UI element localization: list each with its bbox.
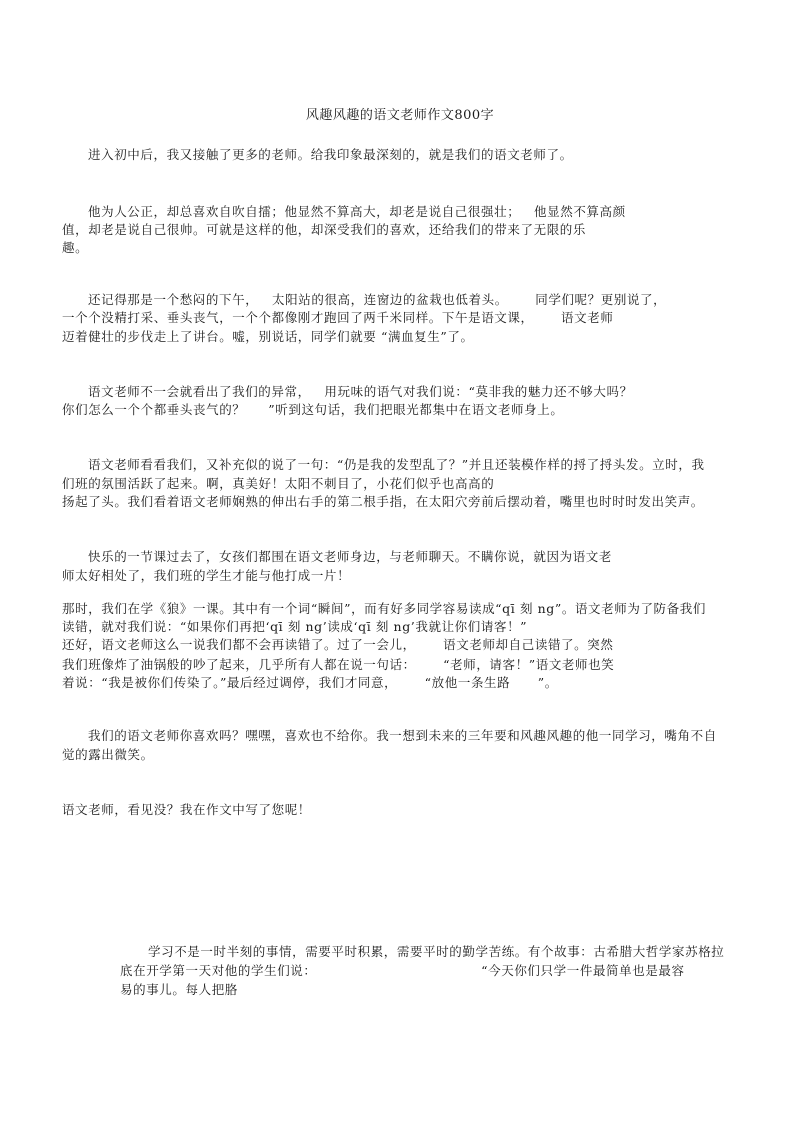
text-line: 师太好相处了，我们班的学生才能与他打成一片！	[62, 568, 351, 583]
text-line: 底在开学第一天对他的学生们说： “今天你们只学一件最简单也是最容	[120, 963, 685, 978]
text-line: 快乐的一节课过去了，女孩们都围在语文老师身边，与老师聊天。不瞒你说，就因为语文老	[88, 549, 613, 564]
text-line: 读错，就对我们说：“如果你们再把‘qī 刻 ng’读成‘qī 刻 ng’我就让你们请客！”	[62, 619, 528, 634]
text-line: 趣。	[62, 240, 89, 255]
text-line: 进入初中后，我又接触了更多的老师。给我印象最深刻的，就是我们的语文老师了。	[88, 147, 573, 162]
text-line: 你们怎么一个个都垂头丧气的？ ”听到这句话，我们把眼光都集中在语文老师身上。	[62, 402, 564, 417]
text-line: 们班的氛围活跃了起来。啊，真美好！太阳不刺目了，小花们似乎也高高的	[62, 476, 495, 491]
text-line: 还记得那是一个愁闷的下午， 太阳站的很高，连窗边的盆栽也低着头。 同学们呢？更别说了，	[88, 292, 667, 307]
text-line: 那时，我们在学《狼》一课。其中有一个词“瞬间”，而有好多同学容易读成“qī 刻 ng”。语文老师为了防备我们	[62, 601, 706, 616]
text-line: 他为人公正，却总喜欢自吹自擂；他显然不算高大，却老是说自己很强壮； 他显然不算高颜	[88, 204, 626, 219]
text-line: 语文老师，看见没？我在作文中写了您呢！	[62, 802, 311, 817]
text-line: 觉的露出微笑。	[62, 747, 154, 762]
text-line: 语文老师看看我们，又补充似的说了一句：“仍是我的发型乱了？”并且还装模作样的捋了捋头发。立时，我	[88, 457, 705, 472]
text-line: 易的事儿。每人把胳	[120, 982, 238, 997]
text-line: 还好，语文老师这么一说我们都不会再读错了。过了一会儿， 语文老师却自己读错了。突然	[62, 637, 614, 652]
text-line: 值，却老是说自己很帅。可就是这样的他，却深受我们的喜欢，还给我们的带来了无限的乐	[62, 222, 587, 237]
text-line: 学习不是一时半刻的事情，需要平时积累，需要平时的勤学苦练。有个故事：古希腊大哲学家苏格拉	[148, 944, 725, 959]
document-title: 风趣风趣的语文老师作文800字	[305, 108, 495, 123]
text-line: 我们班像炸了油锅般的吵了起来，几乎所有人都在说一句话： “老师，请客！”语文老师也笑	[62, 657, 615, 672]
text-line: 着说：“我是被你们传染了。”最后经过调停，我们才同意， “放他一条生路 ”。	[62, 675, 558, 690]
text-line: 我们的语文老师你喜欢吗？嘿嘿，喜欢也不给你。我一想到未来的三年要和风趣风趣的他一同学习，嘴角不自	[88, 728, 717, 743]
text-line: 一个个没精打采、垂头丧气，一个个都像刚才跑回了两千米同样。下午是语文课， 语文老师	[62, 310, 614, 325]
text-line: 迈着健壮的步伐走上了讲台。嘘，别说话，同学们就要 “满血复生”了。	[62, 329, 474, 344]
text-line: 语文老师不一会就看出了我们的异常， 用玩味的语气对我们说：“莫非我的魅力还不够大吗？	[88, 384, 633, 399]
text-line: 扬起了头。我们看着语文老师娴熟的伸出右手的第二根手指，在太阳穴旁前后摆动着，嘴里也时时时发出笑声。	[62, 494, 704, 509]
